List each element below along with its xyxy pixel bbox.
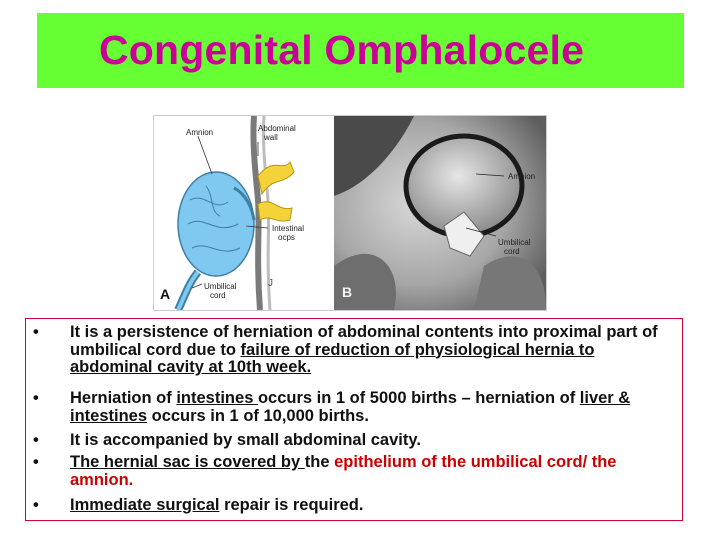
label-abdominal-wall-line2: wall [264,133,278,142]
bullet-text-underlined: Immediate surgical [70,496,220,514]
bullet-text-underlined: liver & intestines [70,389,631,425]
label-umbilical-line2: cord [210,291,226,300]
title-banner [37,13,684,88]
panel-a-illustration [154,116,330,310]
slide-title: Congenital Omphalocele [99,27,585,73]
bullet-text-underlined: The hernial sac is covered by [70,453,305,471]
svg-text:J: J [268,278,273,289]
bullet-text-underlined: failure of reduction of physiological hernia to abdominal cavity at 10th week. [70,340,595,376]
bullet-item-2 [26,390,676,425]
label-umbilical-line1: Umbilical [204,282,237,291]
label-amnion-a: Amnion [186,128,214,137]
figure-panel-a [154,116,330,310]
panel-b-tag: B [342,284,353,300]
bullet-marker: • [33,453,39,471]
label-intestinal-line1: Intestinal [272,224,305,233]
bullet-text-segment: occurs in 1 of 10,000 births. [147,406,369,425]
bullet-text-segment: the [304,453,335,471]
label-abdominal-wall-line1: Abdominal [258,124,296,133]
label-umbilical-b-line2: cord [504,247,520,256]
bullet-text-segment: It is a persistence of herniation of abdominal contents into proximal part of umbilical cord due to [70,323,658,359]
bullet-marker: • [33,431,39,449]
bullet-text [70,390,676,425]
label-umbilical-b-line1: Umbilical [498,238,531,247]
bullet-list [25,318,683,521]
bullet-text-highlight: epithelium of the umbilical cord/ the amnion. [70,453,617,489]
bullet-text [70,497,676,515]
bullet-marker: • [33,323,39,341]
bullet-text-underlined: intestines [176,389,258,407]
omphalocele-figure [153,115,547,311]
bullet-text [70,454,676,489]
bullet-text [70,324,676,377]
bullet-text-segment: It is accompanied by small abdominal cavity. [70,431,421,449]
figure-panel-b [334,116,546,310]
bullet-text-segment: repair is required. [219,496,364,514]
panel-b-photo [334,116,546,310]
bullet-marker: • [33,496,39,514]
label-intestinal-line2: ocps [278,233,295,242]
label-amnion-b: Amnion [508,172,536,181]
bullet-text [70,432,676,450]
bullet-text-segment: occurs in 1 of 5000 births – herniation of [257,389,580,407]
bullet-item-4 [26,454,676,489]
bullet-item-1 [26,324,676,377]
bullet-item-3 [26,432,676,450]
panel-a-tag: A [160,286,171,302]
bullet-marker: • [33,389,39,407]
bullet-text-segment: Herniation of [70,389,177,407]
bullet-item-5 [26,497,676,515]
